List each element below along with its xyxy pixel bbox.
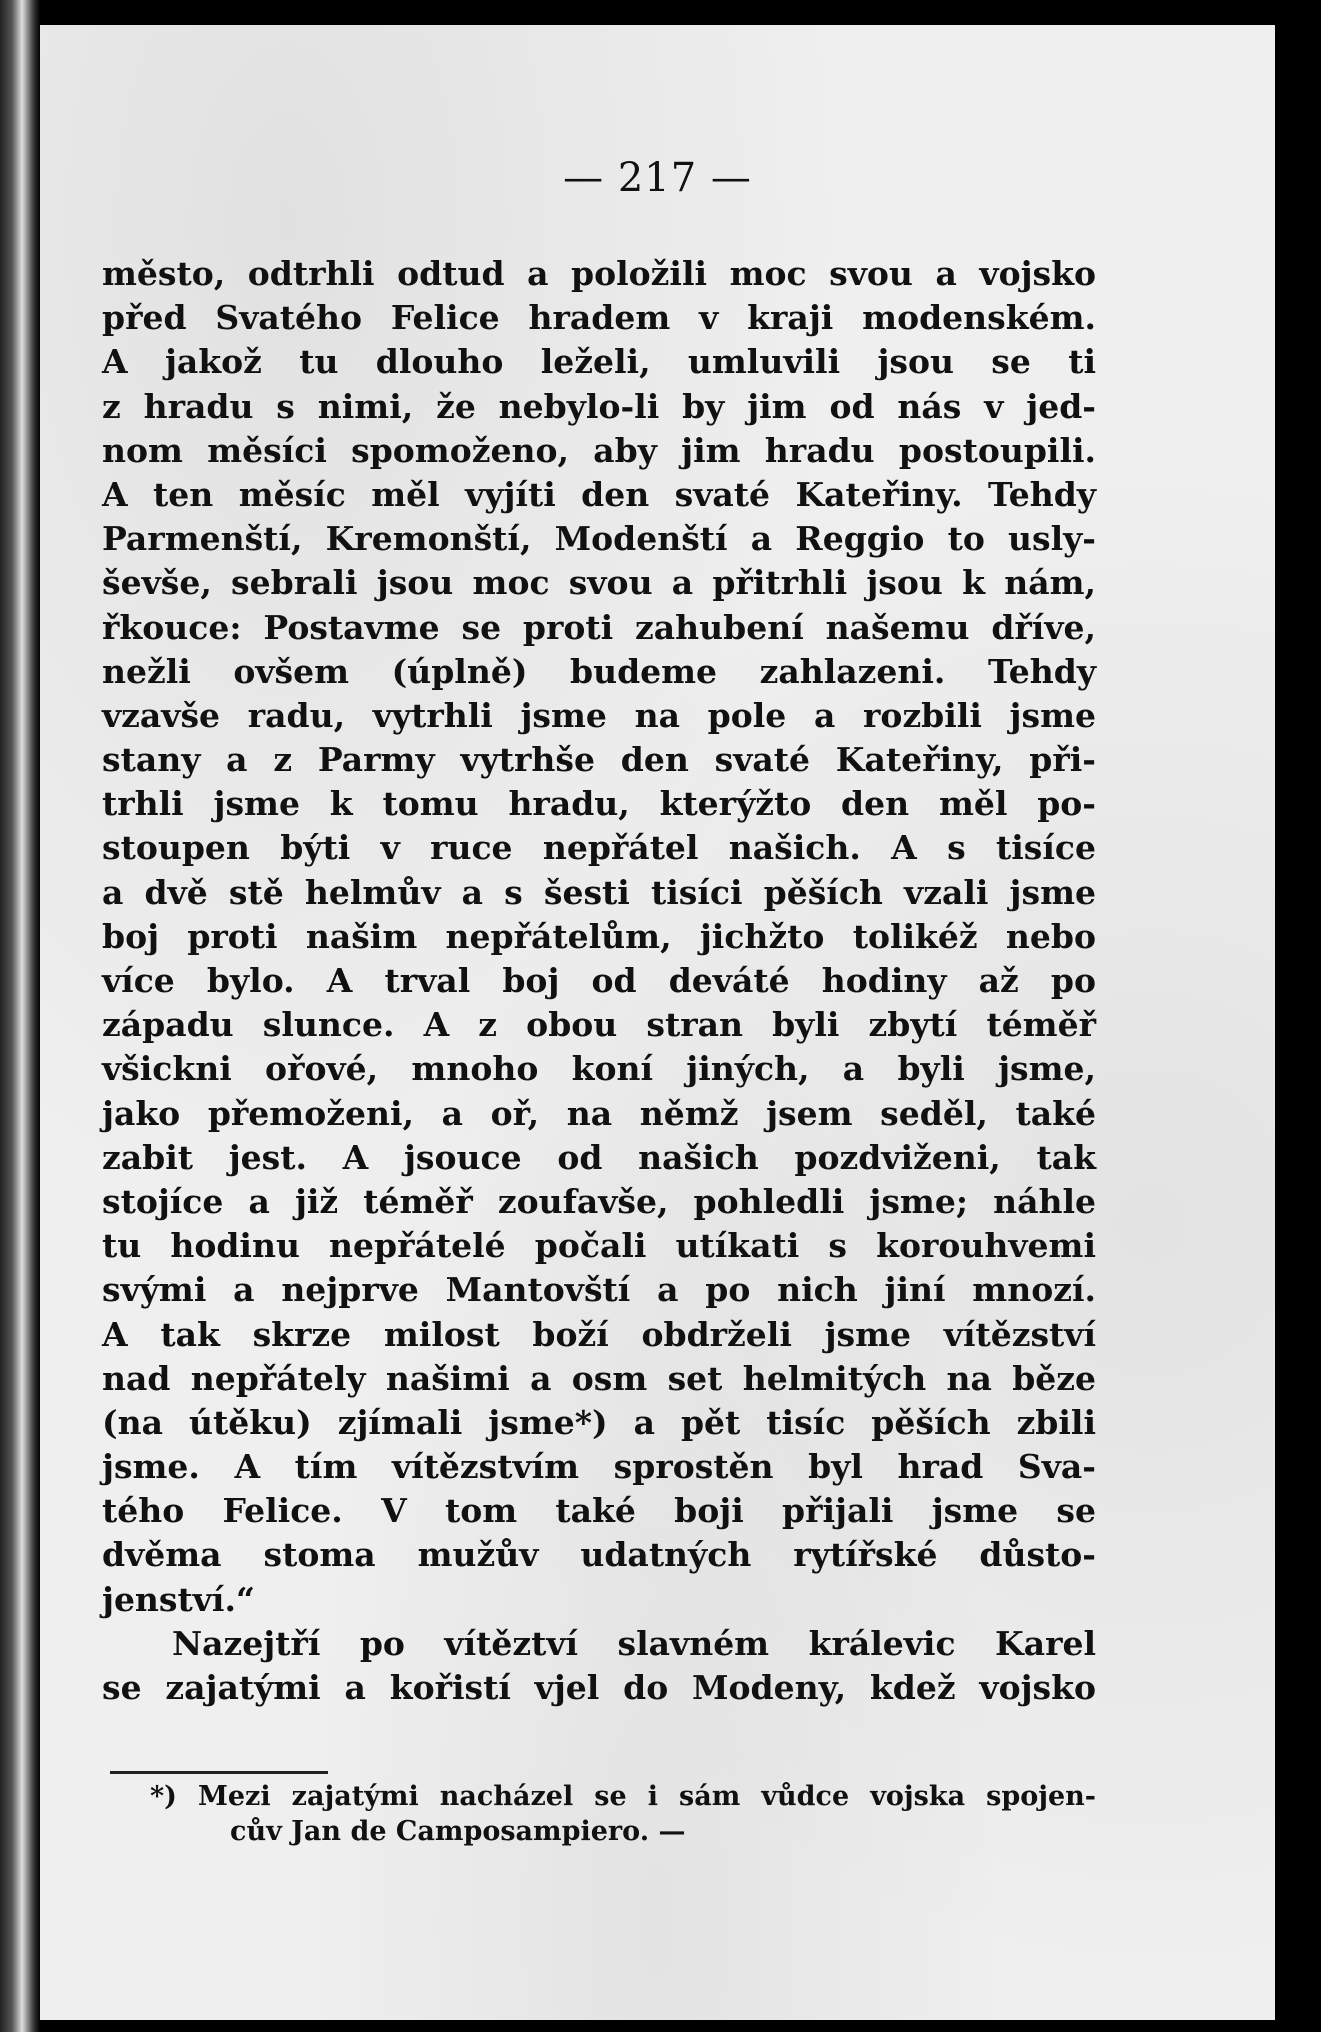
- text-line: Parmenští, Kremonští, Modenští a Reggio to usly-: [102, 519, 1096, 559]
- footnote-line: *) Mezi zajatými nacházel se i sám vůdce vojska spojen-: [150, 1781, 1096, 1812]
- footnote-divider: [110, 1771, 328, 1774]
- footnote: [150, 1779, 1096, 1849]
- text-line: se zajatými a kořistí vjel do Modeny, kdež vojsko: [102, 1668, 1096, 1707]
- text-line: jsme. A tím vítězstvím sprostěn byl hrad Sva-: [102, 1447, 1096, 1487]
- text-line: boj proti našim nepřátelům, jichžto tolikéž nebo: [102, 916, 1096, 956]
- main-text: [102, 252, 1096, 1710]
- text-line: zabit jest. A jsouce od našich pozdviženi, tak: [102, 1137, 1096, 1177]
- text-line: trhli jsme k tomu hradu, kterýžto den měl po-: [102, 784, 1096, 824]
- text-line: město, odtrhli odtud a položili moc svou a vojsko: [102, 254, 1096, 293]
- text-line: jenství.“: [102, 1579, 255, 1619]
- text-line: tu hodinu nepřátelé počali utíkati s korouhvemi: [102, 1226, 1096, 1266]
- text-line: svými a nejprve Mantovští a po nich jiní mnozí.: [102, 1270, 1096, 1310]
- book-spine-edge: [0, 0, 40, 2032]
- text-line: dvěma stoma mužův udatných rytířské důsto-: [102, 1535, 1096, 1575]
- text-line: tého Felice. V tom také boji přijali jsme se: [102, 1491, 1096, 1531]
- text-line: A jakož tu dlouho leželi, umluvili jsou se ti: [102, 342, 1096, 382]
- text-line: západu slunce. A z obou stran byli zbytí téměř: [102, 1005, 1096, 1045]
- text-line: více bylo. A trval boj od deváté hodiny až po: [102, 961, 1096, 1000]
- text-line: všickni ořové, mnoho koní jiných, a byli jsme,: [102, 1049, 1096, 1089]
- text-line: stoupen býti v ruce nepřátel našich. A s tisíce: [102, 828, 1096, 868]
- text-line: nom měsíci spomoženo, aby jim hradu postoupili.: [102, 430, 1096, 470]
- text-line: ševše, sebrali jsou moc svou a přitrhli jsou k nám,: [102, 563, 1096, 603]
- text-line: před Svatého Felice hradem v kraji modenském.: [102, 298, 1096, 338]
- text-line: vzavše radu, vytrhli jsme na pole a rozbili jsme: [102, 695, 1096, 735]
- paragraph-start-line: Nazejtří po vítěztví slavném králevic Karel: [172, 1623, 1096, 1663]
- text-line: stojíce a již téměř zoufavše, pohledli jsme; náhle: [102, 1181, 1096, 1221]
- text-line: řkouce: Postavme se proti zahubení našemu dříve,: [102, 607, 1096, 647]
- text-line: z hradu s nimi, že nebylo-li by jim od nás v jed-: [102, 386, 1096, 426]
- page-number: — 217 —: [563, 155, 752, 201]
- text-line: A ten měsíc měl vyjíti den svaté Kateřiny. Tehdy: [102, 474, 1096, 514]
- text-line: jako přemoženi, a oř, na němž jsem seděl, také: [102, 1093, 1096, 1133]
- footnote-line: cův Jan de Camposampiero. —: [230, 1816, 686, 1847]
- text-line: stany a z Parmy vytrhše den svaté Kateřiny, při-: [102, 740, 1096, 780]
- text-line: a dvě stě helmův a s šesti tisíci pěších vzali jsme: [102, 872, 1096, 912]
- text-line: nežli ovšem (úplně) budeme zahlazeni. Tehdy: [102, 651, 1096, 691]
- text-line: (na útěku) zjímali jsme*) a pět tisíc pěších zbili: [102, 1402, 1096, 1442]
- text-line: nad nepřátely našimi a osm set helmitých na běze: [102, 1358, 1096, 1398]
- text-line: A tak skrze milost boží obdrželi jsme vítězství: [102, 1314, 1096, 1354]
